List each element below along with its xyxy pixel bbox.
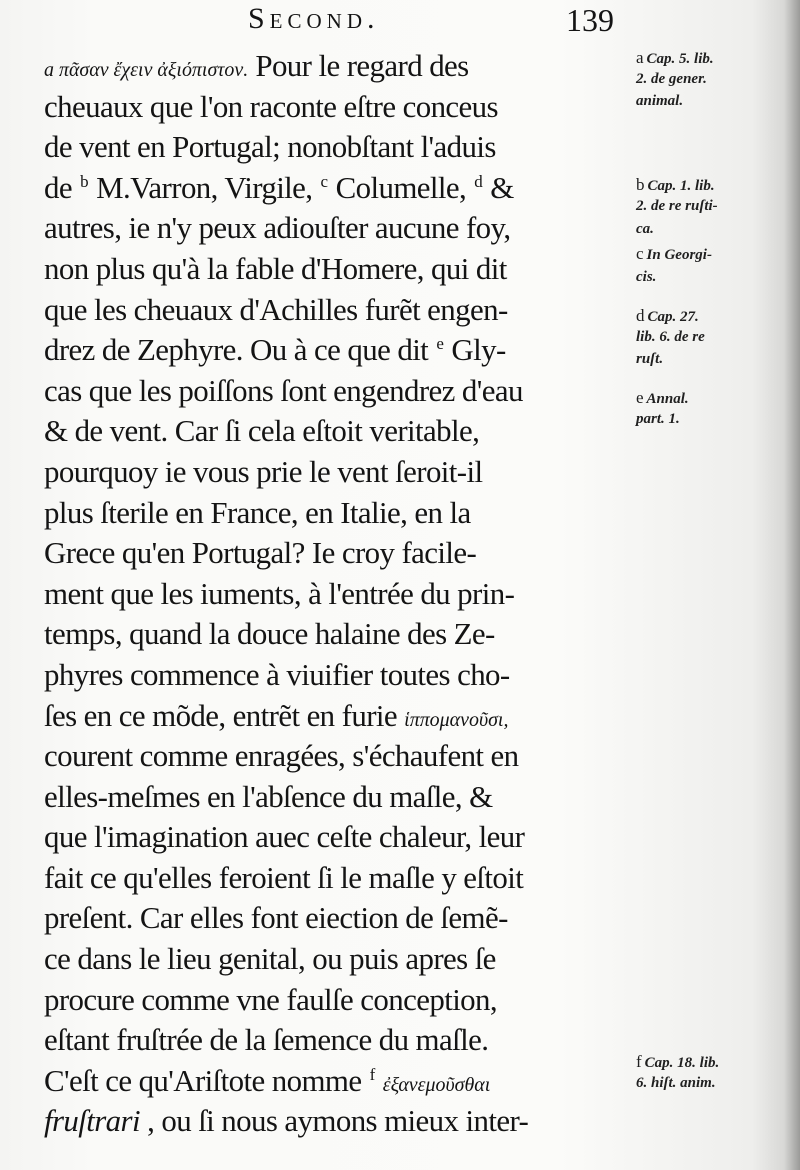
- line-text: M.Varron, Virgile,: [96, 169, 313, 205]
- page-number: 139: [566, 2, 614, 38]
- line-text: ce dans le lieu genital, ou puis apres ſe: [44, 941, 496, 977]
- line-text: fait ce qu'elles feroient ſi le maſle y eſtoit: [44, 859, 524, 895]
- text-line: [44, 493, 632, 534]
- margin-note: [636, 197, 718, 216]
- text-line: [44, 452, 632, 493]
- text-line: [44, 330, 632, 371]
- margin-note: [636, 268, 656, 287]
- margin-note-label: d: [636, 306, 645, 325]
- text-line: [44, 533, 632, 574]
- margin-note: [636, 306, 699, 327]
- margin-note-label: f: [636, 1052, 642, 1071]
- line-text: que l'imagination auec ceſte chaleur, leur: [44, 819, 525, 855]
- margin-note-label: e: [636, 388, 644, 407]
- margin-note: [636, 1052, 719, 1073]
- line-text: preſent. Car elles font eiection de ſemẽ-: [44, 900, 508, 936]
- text-line: [44, 574, 632, 615]
- margin-note: [636, 410, 680, 429]
- margin-note-text: ruſt.: [636, 351, 664, 367]
- line-text: & de vent. Car ſi cela eſtoit veritable,: [44, 413, 480, 449]
- text-line: [44, 817, 632, 858]
- greek-phrase: ἱππομανοῦσι,: [404, 708, 509, 731]
- text-line: [44, 736, 632, 777]
- page-header: [0, 2, 800, 46]
- text-line: [44, 168, 632, 209]
- line-text: phyres commence à viuifier toutes cho-: [44, 656, 510, 692]
- margin-note-text: animal.: [636, 93, 684, 109]
- line-text: Pour le regard des: [255, 48, 469, 83]
- text-line: [44, 655, 632, 696]
- line-text: Columelle,: [335, 169, 467, 205]
- text-line: [44, 1101, 632, 1142]
- line-text: temps, quand la douce halaine des Ze-: [44, 616, 495, 652]
- margin-note: [636, 175, 715, 196]
- line-text: plus ſterile en France, en Italie, en la: [44, 494, 471, 530]
- line-text: Grece qu'en Portugal? Ie croy facile-: [44, 535, 477, 571]
- line-text: eſtant fruſtrée de la ſemence du maſle.: [44, 1022, 489, 1058]
- text-line: [44, 371, 632, 412]
- footnote-marker: e: [436, 334, 444, 354]
- margin-note: [636, 328, 705, 347]
- margin-note-text: lib. 6. de re: [636, 329, 705, 345]
- margin-note: [636, 244, 712, 265]
- text-line: [44, 696, 632, 737]
- text-line: [44, 614, 632, 655]
- line-text: de: [44, 169, 72, 205]
- text-line: [44, 898, 632, 939]
- margin-note: [636, 1074, 716, 1093]
- greek-phrase: a πᾶσαν ἔχειν ἀξιόπιστον.: [44, 59, 249, 81]
- margin-note-text: 2. de gener.: [636, 71, 707, 87]
- text-line: [44, 858, 632, 899]
- line-text: pourquoy ie vous prie le vent ſeroit-il: [44, 453, 483, 489]
- line-text: ment que les iuments, à l'entrée du prin-: [44, 575, 515, 611]
- text-line: [44, 127, 632, 168]
- margin-note-text: Cap. 1. lib.: [647, 178, 715, 194]
- footnote-marker: d: [474, 171, 483, 191]
- text-line: [44, 1061, 632, 1102]
- text-line: [44, 411, 632, 452]
- greek-phrase: ἐξανεμοῦσθαι: [382, 1073, 491, 1096]
- line-text: elles-meſmes en l'abſence du maſle, &: [44, 778, 493, 814]
- margin-note: [636, 92, 683, 111]
- margin-note: [636, 220, 654, 239]
- text-line: [44, 249, 632, 290]
- margin-note-label: b: [636, 175, 645, 194]
- margin-note: [636, 350, 663, 369]
- margin-note-text: cis.: [636, 269, 657, 285]
- margin-note-text: Cap. 27.: [647, 309, 699, 325]
- line-text: cas que les poiſſons ſont engendrez d'eau: [44, 372, 523, 408]
- line-text: autres, ie n'y peux adiouſter aucune foy,: [44, 210, 511, 246]
- margin-note: [636, 388, 689, 409]
- line-text: C'eſt ce qu'Ariſtote nomme: [44, 1062, 362, 1098]
- margin-note-text: part. 1.: [636, 411, 680, 427]
- margin-note-text: In Georgi-: [646, 247, 712, 263]
- main-text-block: [44, 46, 634, 1142]
- margin-note: [636, 70, 707, 89]
- margin-note-label: c: [636, 244, 644, 263]
- margin-note-text: Annal.: [646, 391, 689, 407]
- margin-note-text: Cap. 18. lib.: [644, 1055, 720, 1071]
- line-text: courent comme enragées, s'échaufent en: [44, 738, 519, 774]
- line-text: ſes en ce mõde, entrẽt en furie: [44, 697, 398, 733]
- footnote-marker: c: [320, 171, 328, 191]
- line-text: , ou ſi nous aymons mieux inter-: [147, 1103, 529, 1139]
- margin-note: [636, 48, 714, 69]
- footnote-marker: b: [80, 171, 88, 191]
- line-text: Gly-: [451, 332, 506, 368]
- margin-note-text: 6. hiſt. anim.: [636, 1075, 716, 1091]
- line-text: de vent en Portugal; nonobſtant l'aduis: [44, 129, 496, 165]
- text-line: [44, 290, 632, 331]
- line-text: que les cheuaux d'Achilles furẽt engen-: [44, 291, 508, 327]
- text-line: [44, 208, 632, 249]
- text-line: [44, 1020, 632, 1061]
- line-text: drez de Zephyre. Ou à ce que dit: [44, 332, 429, 368]
- text-line: [44, 777, 632, 818]
- line-text: cheuaux que l'on raconte eſtre conceus: [44, 88, 498, 124]
- line-text: procure comme vne faulſe conception,: [44, 981, 498, 1017]
- margin-note-text: Cap. 5. lib.: [646, 51, 714, 67]
- footnote-marker: f: [369, 1064, 375, 1084]
- text-line: [44, 46, 632, 87]
- margin-note-label: a: [636, 48, 644, 67]
- line-text: &: [490, 169, 514, 205]
- margin-note-text: ca.: [636, 221, 654, 237]
- italic-word: fruſtrari: [44, 1103, 140, 1139]
- text-line: [44, 980, 632, 1021]
- margin-note-text: 2. de re ruſti-: [636, 198, 718, 214]
- text-line: [44, 87, 632, 128]
- text-line: [44, 939, 632, 980]
- line-text: non plus qu'à la fable d'Homere, qui dit: [44, 250, 507, 286]
- running-title: Second.: [248, 2, 380, 35]
